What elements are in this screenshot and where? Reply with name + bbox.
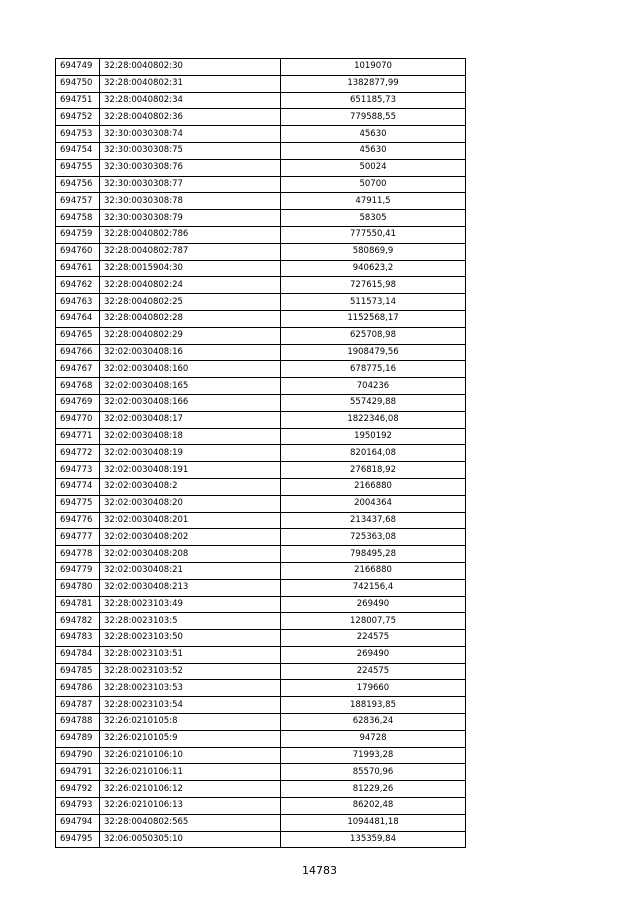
row-id-cell: 694760 — [56, 243, 100, 260]
row-id-cell: 694792 — [56, 781, 100, 798]
table-row — [56, 831, 466, 848]
table-row — [56, 495, 466, 512]
cadastral-number-cell: 32:30:0030308:79 — [100, 210, 281, 227]
row-id-cell: 694781 — [56, 596, 100, 613]
table-row — [56, 546, 466, 563]
value-cell: 58305 — [281, 210, 466, 227]
value-cell: 269490 — [281, 646, 466, 663]
data-table — [55, 58, 466, 848]
table-row — [56, 109, 466, 126]
table-row — [56, 394, 466, 411]
cadastral-number-cell: 32:28:0023103:52 — [100, 663, 281, 680]
cadastral-number-cell: 32:28:0040802:565 — [100, 814, 281, 831]
table-row — [56, 59, 466, 76]
value-cell: 511573,14 — [281, 294, 466, 311]
table-row — [56, 159, 466, 176]
page-number: 14783 — [302, 864, 337, 877]
row-id-cell: 694756 — [56, 176, 100, 193]
row-id-cell: 694749 — [56, 59, 100, 76]
row-id-cell: 694753 — [56, 126, 100, 143]
row-id-cell: 694767 — [56, 361, 100, 378]
value-cell: 269490 — [281, 596, 466, 613]
cadastral-number-cell: 32:02:0030408:18 — [100, 428, 281, 445]
row-id-cell: 694754 — [56, 142, 100, 159]
cadastral-number-cell: 32:28:0023103:5 — [100, 613, 281, 630]
cadastral-number-cell: 32:02:0030408:165 — [100, 378, 281, 395]
value-cell: 50024 — [281, 159, 466, 176]
table-row — [56, 260, 466, 277]
value-cell: 86202,48 — [281, 798, 466, 815]
row-id-cell: 694758 — [56, 210, 100, 227]
cadastral-number-cell: 32:06:0050305:10 — [100, 831, 281, 848]
value-cell: 135359,84 — [281, 831, 466, 848]
value-cell: 727615,98 — [281, 277, 466, 294]
value-cell: 1822346,08 — [281, 411, 466, 428]
cadastral-number-cell: 32:30:0030308:74 — [100, 126, 281, 143]
row-id-cell: 694784 — [56, 646, 100, 663]
table-row — [56, 562, 466, 579]
table-row — [56, 75, 466, 92]
table-row — [56, 344, 466, 361]
cadastral-number-cell: 32:28:0023103:49 — [100, 596, 281, 613]
value-cell: 1152568,17 — [281, 310, 466, 327]
row-id-cell: 694789 — [56, 730, 100, 747]
table-row — [56, 680, 466, 697]
value-cell: 704236 — [281, 378, 466, 395]
value-cell: 71993,28 — [281, 747, 466, 764]
value-cell: 2004364 — [281, 495, 466, 512]
value-cell: 45630 — [281, 142, 466, 159]
table-body — [56, 59, 466, 848]
value-cell: 557429,88 — [281, 394, 466, 411]
table-row — [56, 747, 466, 764]
table-row — [56, 630, 466, 647]
value-cell: 188193,85 — [281, 697, 466, 714]
table-row — [56, 327, 466, 344]
value-cell: 224575 — [281, 663, 466, 680]
table-row — [56, 361, 466, 378]
row-id-cell: 694757 — [56, 193, 100, 210]
table-row — [56, 730, 466, 747]
table-row — [56, 478, 466, 495]
cadastral-number-cell: 32:26:0210106:10 — [100, 747, 281, 764]
value-cell: 798495,28 — [281, 546, 466, 563]
cadastral-number-cell: 32:30:0030308:77 — [100, 176, 281, 193]
cadastral-number-cell: 32:28:0040802:29 — [100, 327, 281, 344]
cadastral-number-cell: 32:30:0030308:76 — [100, 159, 281, 176]
row-id-cell: 694790 — [56, 747, 100, 764]
value-cell: 62836,24 — [281, 714, 466, 731]
value-cell: 580869,9 — [281, 243, 466, 260]
table-row — [56, 176, 466, 193]
cadastral-number-cell: 32:30:0030308:75 — [100, 142, 281, 159]
table-row — [56, 714, 466, 731]
cadastral-number-cell: 32:28:0040802:25 — [100, 294, 281, 311]
value-cell: 779588,55 — [281, 109, 466, 126]
cadastral-number-cell: 32:26:0210106:11 — [100, 764, 281, 781]
row-id-cell: 694770 — [56, 411, 100, 428]
row-id-cell: 694764 — [56, 310, 100, 327]
row-id-cell: 694765 — [56, 327, 100, 344]
table-row — [56, 798, 466, 815]
row-id-cell: 694782 — [56, 613, 100, 630]
row-id-cell: 694785 — [56, 663, 100, 680]
cadastral-number-cell: 32:02:0030408:17 — [100, 411, 281, 428]
value-cell: 2166880 — [281, 478, 466, 495]
row-id-cell: 694793 — [56, 798, 100, 815]
value-cell: 725363,08 — [281, 529, 466, 546]
value-cell: 1382877,99 — [281, 75, 466, 92]
value-cell: 128007,75 — [281, 613, 466, 630]
value-cell: 1019070 — [281, 59, 466, 76]
table-row — [56, 462, 466, 479]
value-cell: 45630 — [281, 126, 466, 143]
cadastral-number-cell: 32:28:0023103:53 — [100, 680, 281, 697]
cadastral-number-cell: 32:28:0023103:51 — [100, 646, 281, 663]
row-id-cell: 694779 — [56, 562, 100, 579]
cadastral-number-cell: 32:02:0030408:208 — [100, 546, 281, 563]
table-row — [56, 92, 466, 109]
row-id-cell: 694794 — [56, 814, 100, 831]
row-id-cell: 694786 — [56, 680, 100, 697]
value-cell: 50700 — [281, 176, 466, 193]
row-id-cell: 694774 — [56, 478, 100, 495]
value-cell: 1908479,56 — [281, 344, 466, 361]
cadastral-number-cell: 32:28:0023103:54 — [100, 697, 281, 714]
cadastral-number-cell: 32:26:0210106:13 — [100, 798, 281, 815]
value-cell: 81229,26 — [281, 781, 466, 798]
value-cell: 820164,08 — [281, 445, 466, 462]
table-row — [56, 613, 466, 630]
value-cell: 276818,92 — [281, 462, 466, 479]
row-id-cell: 694766 — [56, 344, 100, 361]
row-id-cell: 694763 — [56, 294, 100, 311]
table-row — [56, 243, 466, 260]
table-row — [56, 193, 466, 210]
value-cell: 47911,5 — [281, 193, 466, 210]
cadastral-number-cell: 32:28:0040802:786 — [100, 226, 281, 243]
row-id-cell: 694778 — [56, 546, 100, 563]
value-cell: 940623,2 — [281, 260, 466, 277]
row-id-cell: 694759 — [56, 226, 100, 243]
cadastral-number-cell: 32:02:0030408:21 — [100, 562, 281, 579]
row-id-cell: 694769 — [56, 394, 100, 411]
cadastral-number-cell: 32:02:0030408:20 — [100, 495, 281, 512]
table-row — [56, 277, 466, 294]
table-row — [56, 697, 466, 714]
cadastral-number-cell: 32:02:0030408:201 — [100, 512, 281, 529]
cadastral-number-cell: 32:28:0015904:30 — [100, 260, 281, 277]
cadastral-number-cell: 32:26:0210105:8 — [100, 714, 281, 731]
table-row — [56, 814, 466, 831]
row-id-cell: 694750 — [56, 75, 100, 92]
table-row — [56, 781, 466, 798]
table-row — [56, 428, 466, 445]
cadastral-number-cell: 32:02:0030408:19 — [100, 445, 281, 462]
value-cell: 224575 — [281, 630, 466, 647]
cadastral-number-cell: 32:28:0040802:34 — [100, 92, 281, 109]
row-id-cell: 694772 — [56, 445, 100, 462]
value-cell: 94728 — [281, 730, 466, 747]
row-id-cell: 694777 — [56, 529, 100, 546]
cadastral-number-cell: 32:30:0030308:78 — [100, 193, 281, 210]
table-row — [56, 411, 466, 428]
value-cell: 1094481,18 — [281, 814, 466, 831]
cadastral-number-cell: 32:02:0030408:160 — [100, 361, 281, 378]
row-id-cell: 694771 — [56, 428, 100, 445]
row-id-cell: 694768 — [56, 378, 100, 395]
value-cell: 213437,68 — [281, 512, 466, 529]
row-id-cell: 694755 — [56, 159, 100, 176]
row-id-cell: 694751 — [56, 92, 100, 109]
table-row — [56, 210, 466, 227]
row-id-cell: 694795 — [56, 831, 100, 848]
row-id-cell: 694788 — [56, 714, 100, 731]
cadastral-number-cell: 32:28:0040802:31 — [100, 75, 281, 92]
cadastral-number-cell: 32:28:0040802:24 — [100, 277, 281, 294]
cadastral-number-cell: 32:28:0023103:50 — [100, 630, 281, 647]
cadastral-number-cell: 32:02:0030408:191 — [100, 462, 281, 479]
table-row — [56, 445, 466, 462]
table-row — [56, 126, 466, 143]
cadastral-number-cell: 32:02:0030408:213 — [100, 579, 281, 596]
row-id-cell: 694761 — [56, 260, 100, 277]
table-row — [56, 663, 466, 680]
cadastral-number-cell: 32:02:0030408:202 — [100, 529, 281, 546]
value-cell: 777550,41 — [281, 226, 466, 243]
row-id-cell: 694752 — [56, 109, 100, 126]
table-row — [56, 529, 466, 546]
value-cell: 85570,96 — [281, 764, 466, 781]
table-row — [56, 512, 466, 529]
row-id-cell: 694775 — [56, 495, 100, 512]
value-cell: 678775,16 — [281, 361, 466, 378]
table-row — [56, 596, 466, 613]
cadastral-number-cell: 32:28:0040802:36 — [100, 109, 281, 126]
value-cell: 1950192 — [281, 428, 466, 445]
cadastral-number-cell: 32:28:0040802:28 — [100, 310, 281, 327]
cadastral-number-cell: 32:02:0030408:2 — [100, 478, 281, 495]
cadastral-number-cell: 32:26:0210106:12 — [100, 781, 281, 798]
value-cell: 651185,73 — [281, 92, 466, 109]
cadastral-number-cell: 32:02:0030408:16 — [100, 344, 281, 361]
value-cell: 2166880 — [281, 562, 466, 579]
table-row — [56, 142, 466, 159]
row-id-cell: 694773 — [56, 462, 100, 479]
value-cell: 625708,98 — [281, 327, 466, 344]
row-id-cell: 694780 — [56, 579, 100, 596]
row-id-cell: 694776 — [56, 512, 100, 529]
cadastral-number-cell: 32:28:0040802:30 — [100, 59, 281, 76]
cadastral-number-cell: 32:02:0030408:166 — [100, 394, 281, 411]
cadastral-number-cell: 32:28:0040802:787 — [100, 243, 281, 260]
row-id-cell: 694783 — [56, 630, 100, 647]
table-row — [56, 294, 466, 311]
table-row — [56, 226, 466, 243]
cadastral-number-cell: 32:26:0210105:9 — [100, 730, 281, 747]
table-row — [56, 764, 466, 781]
row-id-cell: 694787 — [56, 697, 100, 714]
table-row — [56, 646, 466, 663]
value-cell: 179660 — [281, 680, 466, 697]
table-row — [56, 378, 466, 395]
table-row — [56, 310, 466, 327]
row-id-cell: 694791 — [56, 764, 100, 781]
row-id-cell: 694762 — [56, 277, 100, 294]
value-cell: 742156,4 — [281, 579, 466, 596]
table-row — [56, 579, 466, 596]
